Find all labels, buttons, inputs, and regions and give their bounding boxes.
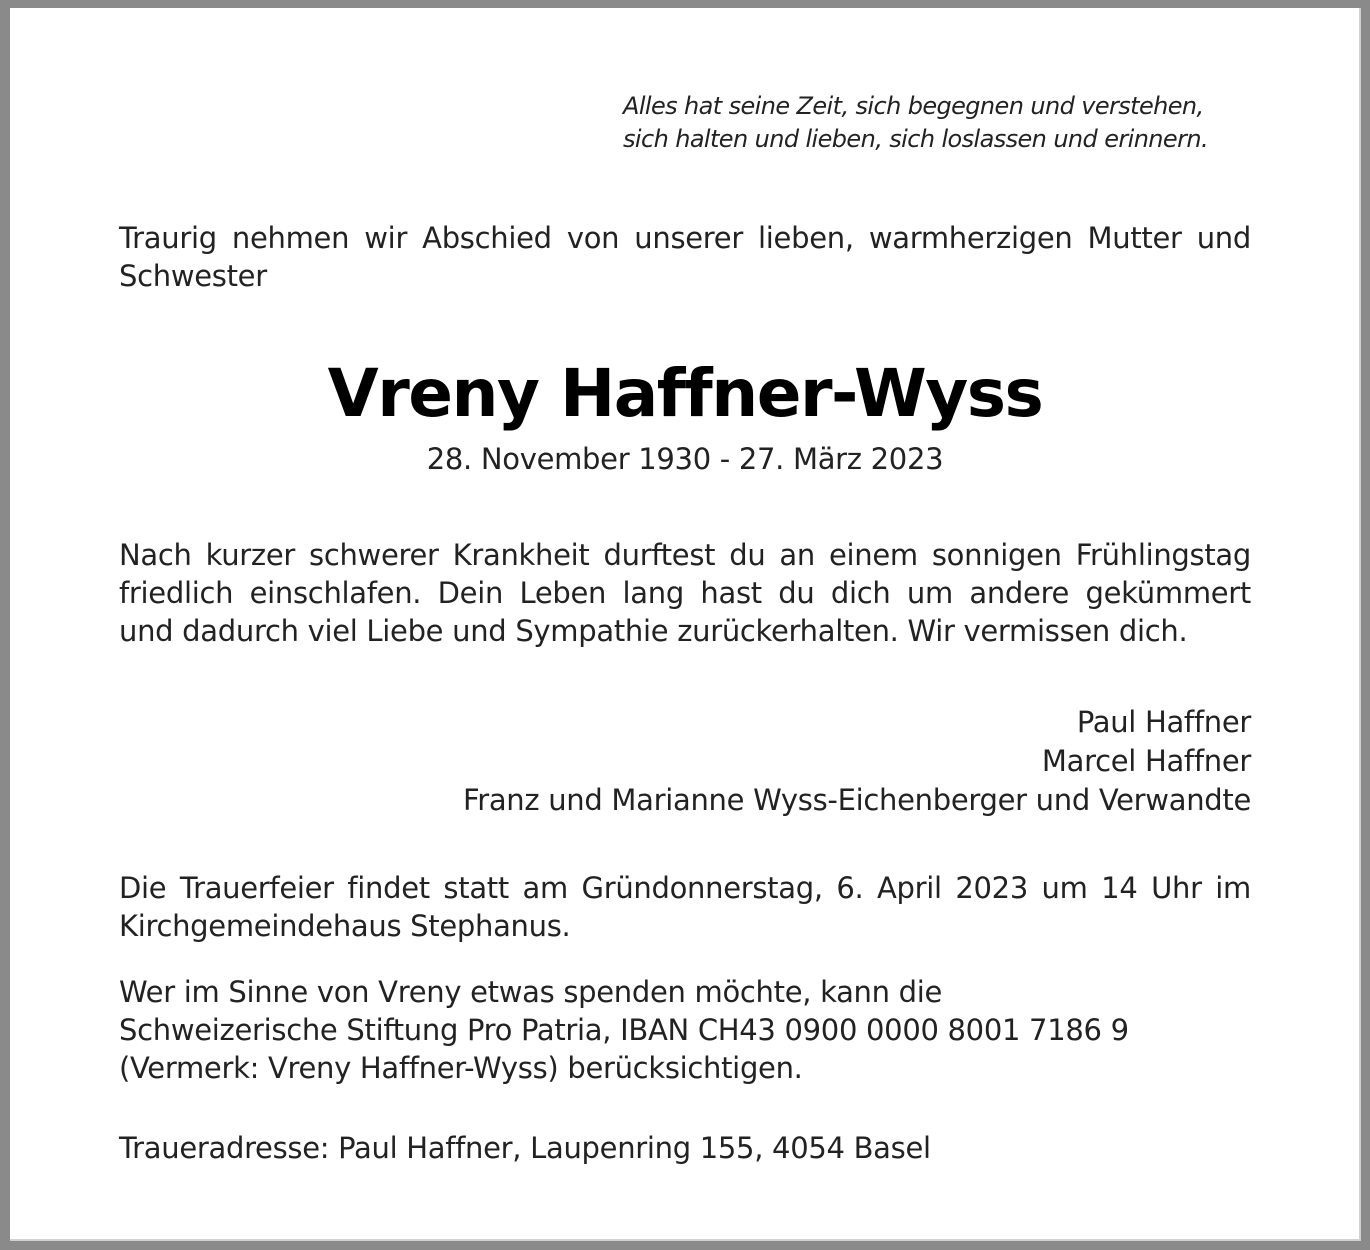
intro-paragraph xyxy=(119,219,1251,295)
mourner-name: Franz und Marianne Wyss-Eichenberger und Verwandte xyxy=(462,783,1251,817)
farewell-message xyxy=(119,536,1251,650)
message-line: friedlich einschlafen. Dein Leben lang hast du dich um andere gekümmert xyxy=(119,576,1251,610)
message-line: Nach kurzer schwerer Krankheit durftest du an einem sonnigen Frühlingstag xyxy=(119,538,1251,572)
deceased-name: Vreny Haffner-Wyss xyxy=(327,355,1043,432)
mourner-name: Marcel Haffner xyxy=(1041,744,1251,778)
intro-line: Schwester xyxy=(119,259,267,293)
donation-notice xyxy=(119,973,1251,1087)
message-line: und dadurch viel Liebe und Sympathie zurückerhalten. Wir vermissen dich. xyxy=(119,614,1188,648)
donation-line: (Vermerk: Vreny Haffner-Wyss) berücksichtigen. xyxy=(119,1051,803,1085)
intro-line: Traurig nehmen wir Abschied von unserer lieben, warmherzigen Mutter und xyxy=(119,221,1251,255)
mourners-list xyxy=(119,703,1251,820)
mourning-address: Traueradresse: Paul Haffner, Laupenring 155, 4054 Basel xyxy=(119,1131,931,1165)
motto-line: Alles hat seine Zeit, sich begegnen und verstehen, xyxy=(623,92,1204,120)
motto-quote xyxy=(623,90,1323,156)
ceremony-line: Kirchgemeindehaus Stephanus. xyxy=(119,909,571,943)
life-dates: 28. November 1930 - 27. März 2023 xyxy=(426,442,944,476)
ceremony-line: Die Trauerfeier findet statt am Gründonnerstag, 6. April 2023 um 14 Uhr im xyxy=(119,871,1251,905)
ceremony-notice xyxy=(119,869,1251,945)
motto-line: sich halten und lieben, sich loslassen und erinnern. xyxy=(623,125,1208,153)
donation-line: Wer im Sinne von Vreny etwas spenden möchte, kann die xyxy=(119,975,943,1009)
donation-line: Schweizerische Stiftung Pro Patria, IBAN CH43 0900 0000 8001 7186 9 xyxy=(119,1013,1129,1047)
mourner-name: Paul Haffner xyxy=(1076,705,1251,739)
